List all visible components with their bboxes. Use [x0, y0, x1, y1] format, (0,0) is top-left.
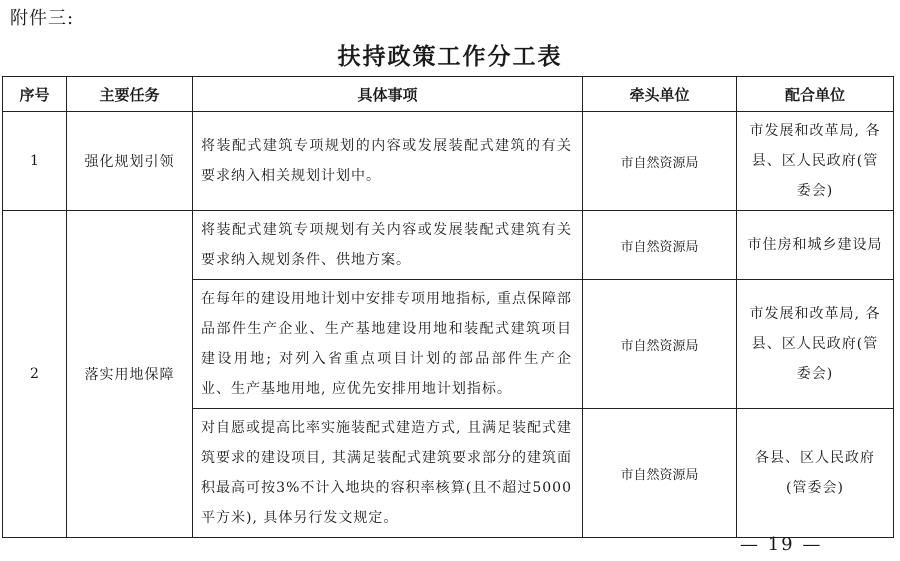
- cooperating-units: 市发展和改革局, 各县、区人民政府(管委会): [737, 280, 894, 409]
- table-row: [3, 211, 894, 280]
- lead-unit: 市自然资源局: [583, 280, 737, 409]
- main-task: 强化规划引领: [67, 112, 193, 211]
- lead-unit: 市自然资源局: [583, 112, 737, 211]
- cooperating-units: 市发展和改革局, 各县、区人民政府(管委会): [737, 112, 894, 211]
- table-header-row: [3, 77, 894, 112]
- task-detail: 将装配式建筑专项规划有关内容或发展装配式建筑有关要求纳入规划条件、供地方案。: [193, 211, 583, 280]
- page-number: — 19 —: [740, 534, 823, 555]
- lead-unit: 市自然资源局: [583, 211, 737, 280]
- attachment-label: 附件三:: [10, 8, 75, 29]
- table-row: [3, 112, 894, 211]
- cooperating-units: 市住房和城乡建设局: [737, 211, 894, 280]
- policy-task-table: [2, 76, 894, 538]
- cooperating-units: 各县、区人民政府(管委会): [737, 409, 894, 538]
- column-header-no: 序号: [3, 77, 67, 112]
- lead-unit: 市自然资源局: [583, 409, 737, 538]
- task-detail: 对自愿或提高比率实施装配式建造方式, 且满足装配式建筑要求的建设项目, 其满足装配式建筑要求部分的建筑面积最高可按3%不计入地块的容积率核算(且不超过5000平方米), 具体另行发文规定。: [193, 409, 583, 538]
- column-header-detail: 具体事项: [193, 77, 583, 112]
- column-header-coop: 配合单位: [737, 77, 894, 112]
- task-detail: 在每年的建设用地计划中安排专项用地指标, 重点保障部品部件生产企业、生产基地建设用地和装配式建筑项目建设用地; 对列入省重点项目计划的部品部件生产企业、生产基地用地, 应优先安排用地计划指标。: [193, 280, 583, 409]
- row-number: 2: [3, 211, 67, 538]
- main-task: 落实用地保障: [67, 211, 193, 538]
- column-header-task: 主要任务: [67, 77, 193, 112]
- row-number: 1: [3, 112, 67, 211]
- task-detail: 将装配式建筑专项规划的内容或发展装配式建筑的有关要求纳入相关规划计划中。: [193, 112, 583, 211]
- document-title: 扶持政策工作分工表: [337, 43, 563, 70]
- column-header-lead: 牵头单位: [583, 77, 737, 112]
